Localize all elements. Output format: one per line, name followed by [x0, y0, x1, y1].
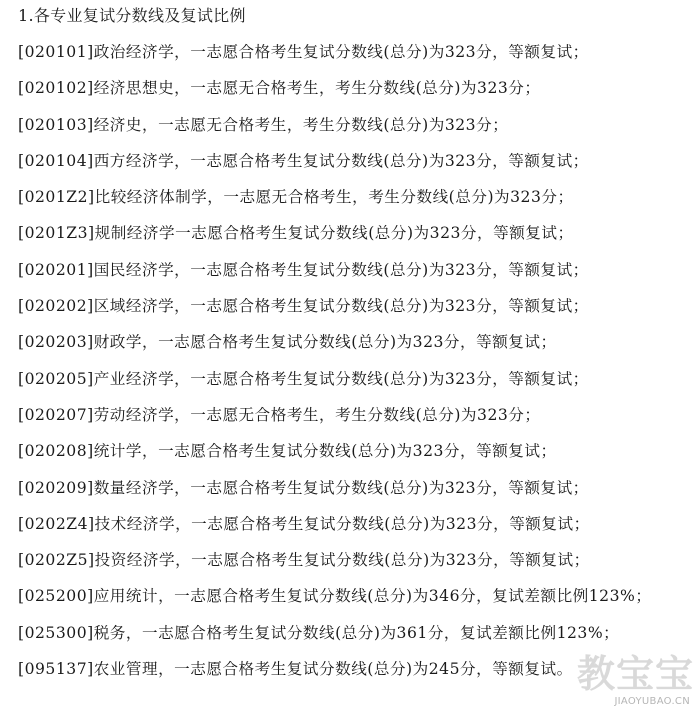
- list-item: [020101]政治经济学，一志愿合格考生复试分数线(总分)为323分，等额复试；: [18, 43, 589, 61]
- section-heading: 1.各专业复试分数线及复试比例: [18, 6, 246, 25]
- list-item: [0201Z2]比较经济体制学，一志愿无合格考生，考生分数线(总分)为323分；: [18, 188, 574, 207]
- list-item: [020103]经济史，一志愿无合格考生，考生分数线(总分)为323分；: [18, 115, 509, 134]
- list-item: [025200]应用统计，一志愿合格考生复试分数线(总分)为346分，复试差额比例123%；: [18, 587, 652, 606]
- list-item: [020201]国民经济学，一志愿合格考生复试分数线(总分)为323分，等额复试；: [18, 260, 589, 279]
- list-item: [020205]产业经济学，一志愿合格考生复试分数线(总分)为323分，等额复试；: [18, 369, 589, 388]
- list-item: [020208]统计学，一志愿合格考生复试分数线(总分)为323分，等额复试；: [18, 442, 557, 461]
- list-item: [025300]税务，一志愿合格考生复试分数线(总分)为361分，复试差额比例123%；: [18, 623, 620, 642]
- list-item: [020202]区域经济学，一志愿合格考生复试分数线(总分)为323分，等额复试；: [18, 297, 589, 316]
- list-item: [020209]数量经济学，一志愿合格考生复试分数线(总分)为323分，等额复试；: [18, 478, 589, 497]
- list-item: [0201Z3]规制经济学一志愿合格考生复试分数线(总分)为323分，等额复试；: [18, 224, 574, 243]
- list-item: [020203]财政学，一志愿合格考生复试分数线(总分)为323分，等额复试；: [18, 333, 557, 352]
- list-item: [020104]西方经济学，一志愿合格考生复试分数线(总分)为323分，等额复试；: [18, 151, 589, 170]
- watermark-url: JIAOYUBAO.CN: [614, 696, 690, 707]
- list-item: [020207]劳动经济学，一志愿无合格考生，考生分数线(总分)为323分；: [18, 405, 541, 424]
- cutoff-list: [18, 40, 651, 693]
- list-item: [020102]经济思想史，一志愿无合格考生，考生分数线(总分)为323分；: [18, 79, 541, 98]
- list-item: [0202Z5]投资经济学，一志愿合格考生复试分数线(总分)为323分，等额复试；: [18, 551, 590, 570]
- list-item: [095137]农业管理，一志愿合格考生复试分数线(总分)为245分，等额复试。: [18, 660, 573, 679]
- list-item: [0202Z4]技术经济学，一志愿合格考生复试分数线(总分)为323分，等额复试；: [18, 514, 590, 533]
- watermark-logo: 教宝宝: [576, 652, 694, 696]
